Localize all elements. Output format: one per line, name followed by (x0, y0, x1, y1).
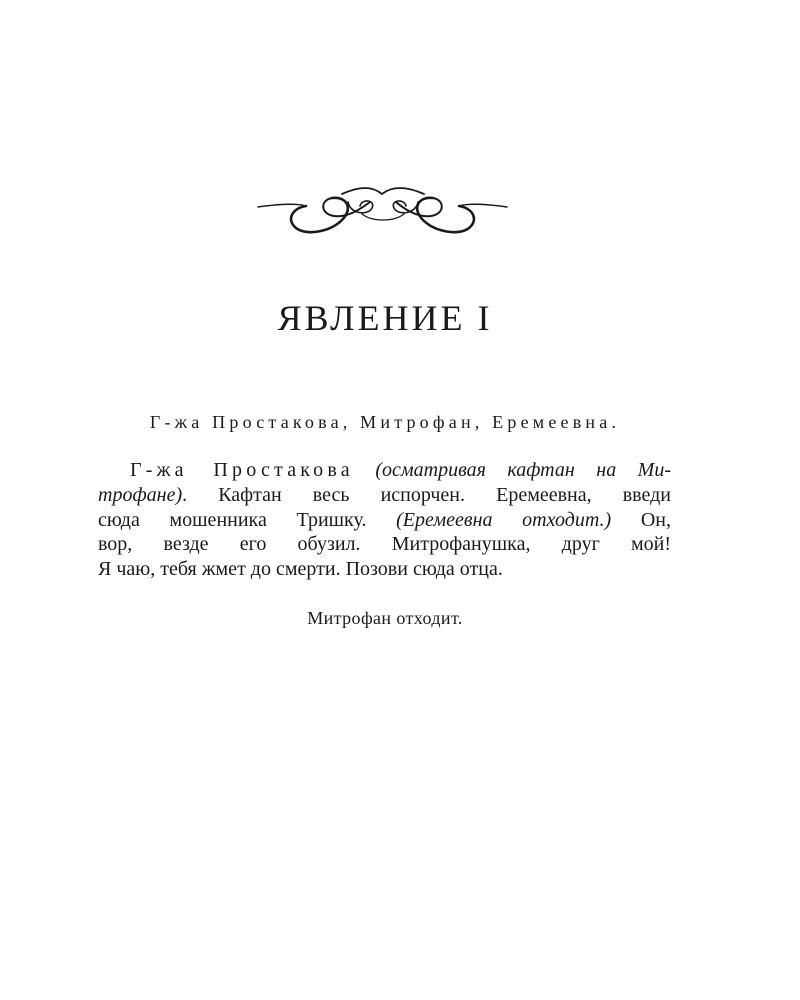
speech-line (98, 458, 671, 483)
speech-line (98, 508, 671, 533)
stage-direction: (осматривая кафтан на Ми- (353, 459, 671, 481)
speech-line (98, 532, 671, 557)
flourish-ornament (250, 180, 515, 244)
cast-list: Г-жа Простакова, Митрофан, Еремеевна. (149, 412, 621, 432)
dialogue-text: Я чаю, тебя жмет до смерти. Позови сюда отца. (98, 558, 503, 581)
stage-direction: (Еремеевна отходит.) (396, 508, 612, 531)
speech-line (98, 557, 671, 582)
dialogue-text: сюда мошенника Тришку. (98, 508, 397, 531)
exit-stage-direction: Митрофан отходит. (307, 608, 463, 628)
dialogue-text: вор, везде его обузил. Митрофанушка, друг мой! (98, 533, 671, 556)
dialogue-text: . Кафтан весь испорчен. Еремеевна, введи (182, 483, 671, 506)
speaker-name: Г-жа Простакова (130, 459, 354, 481)
scene-heading: ЯВЛЕНИЕ I (277, 298, 493, 338)
speech-line (98, 483, 671, 508)
dialogue-text: Он, (611, 508, 671, 531)
speech-block (98, 458, 671, 582)
stage-direction: трофане) (98, 483, 183, 506)
